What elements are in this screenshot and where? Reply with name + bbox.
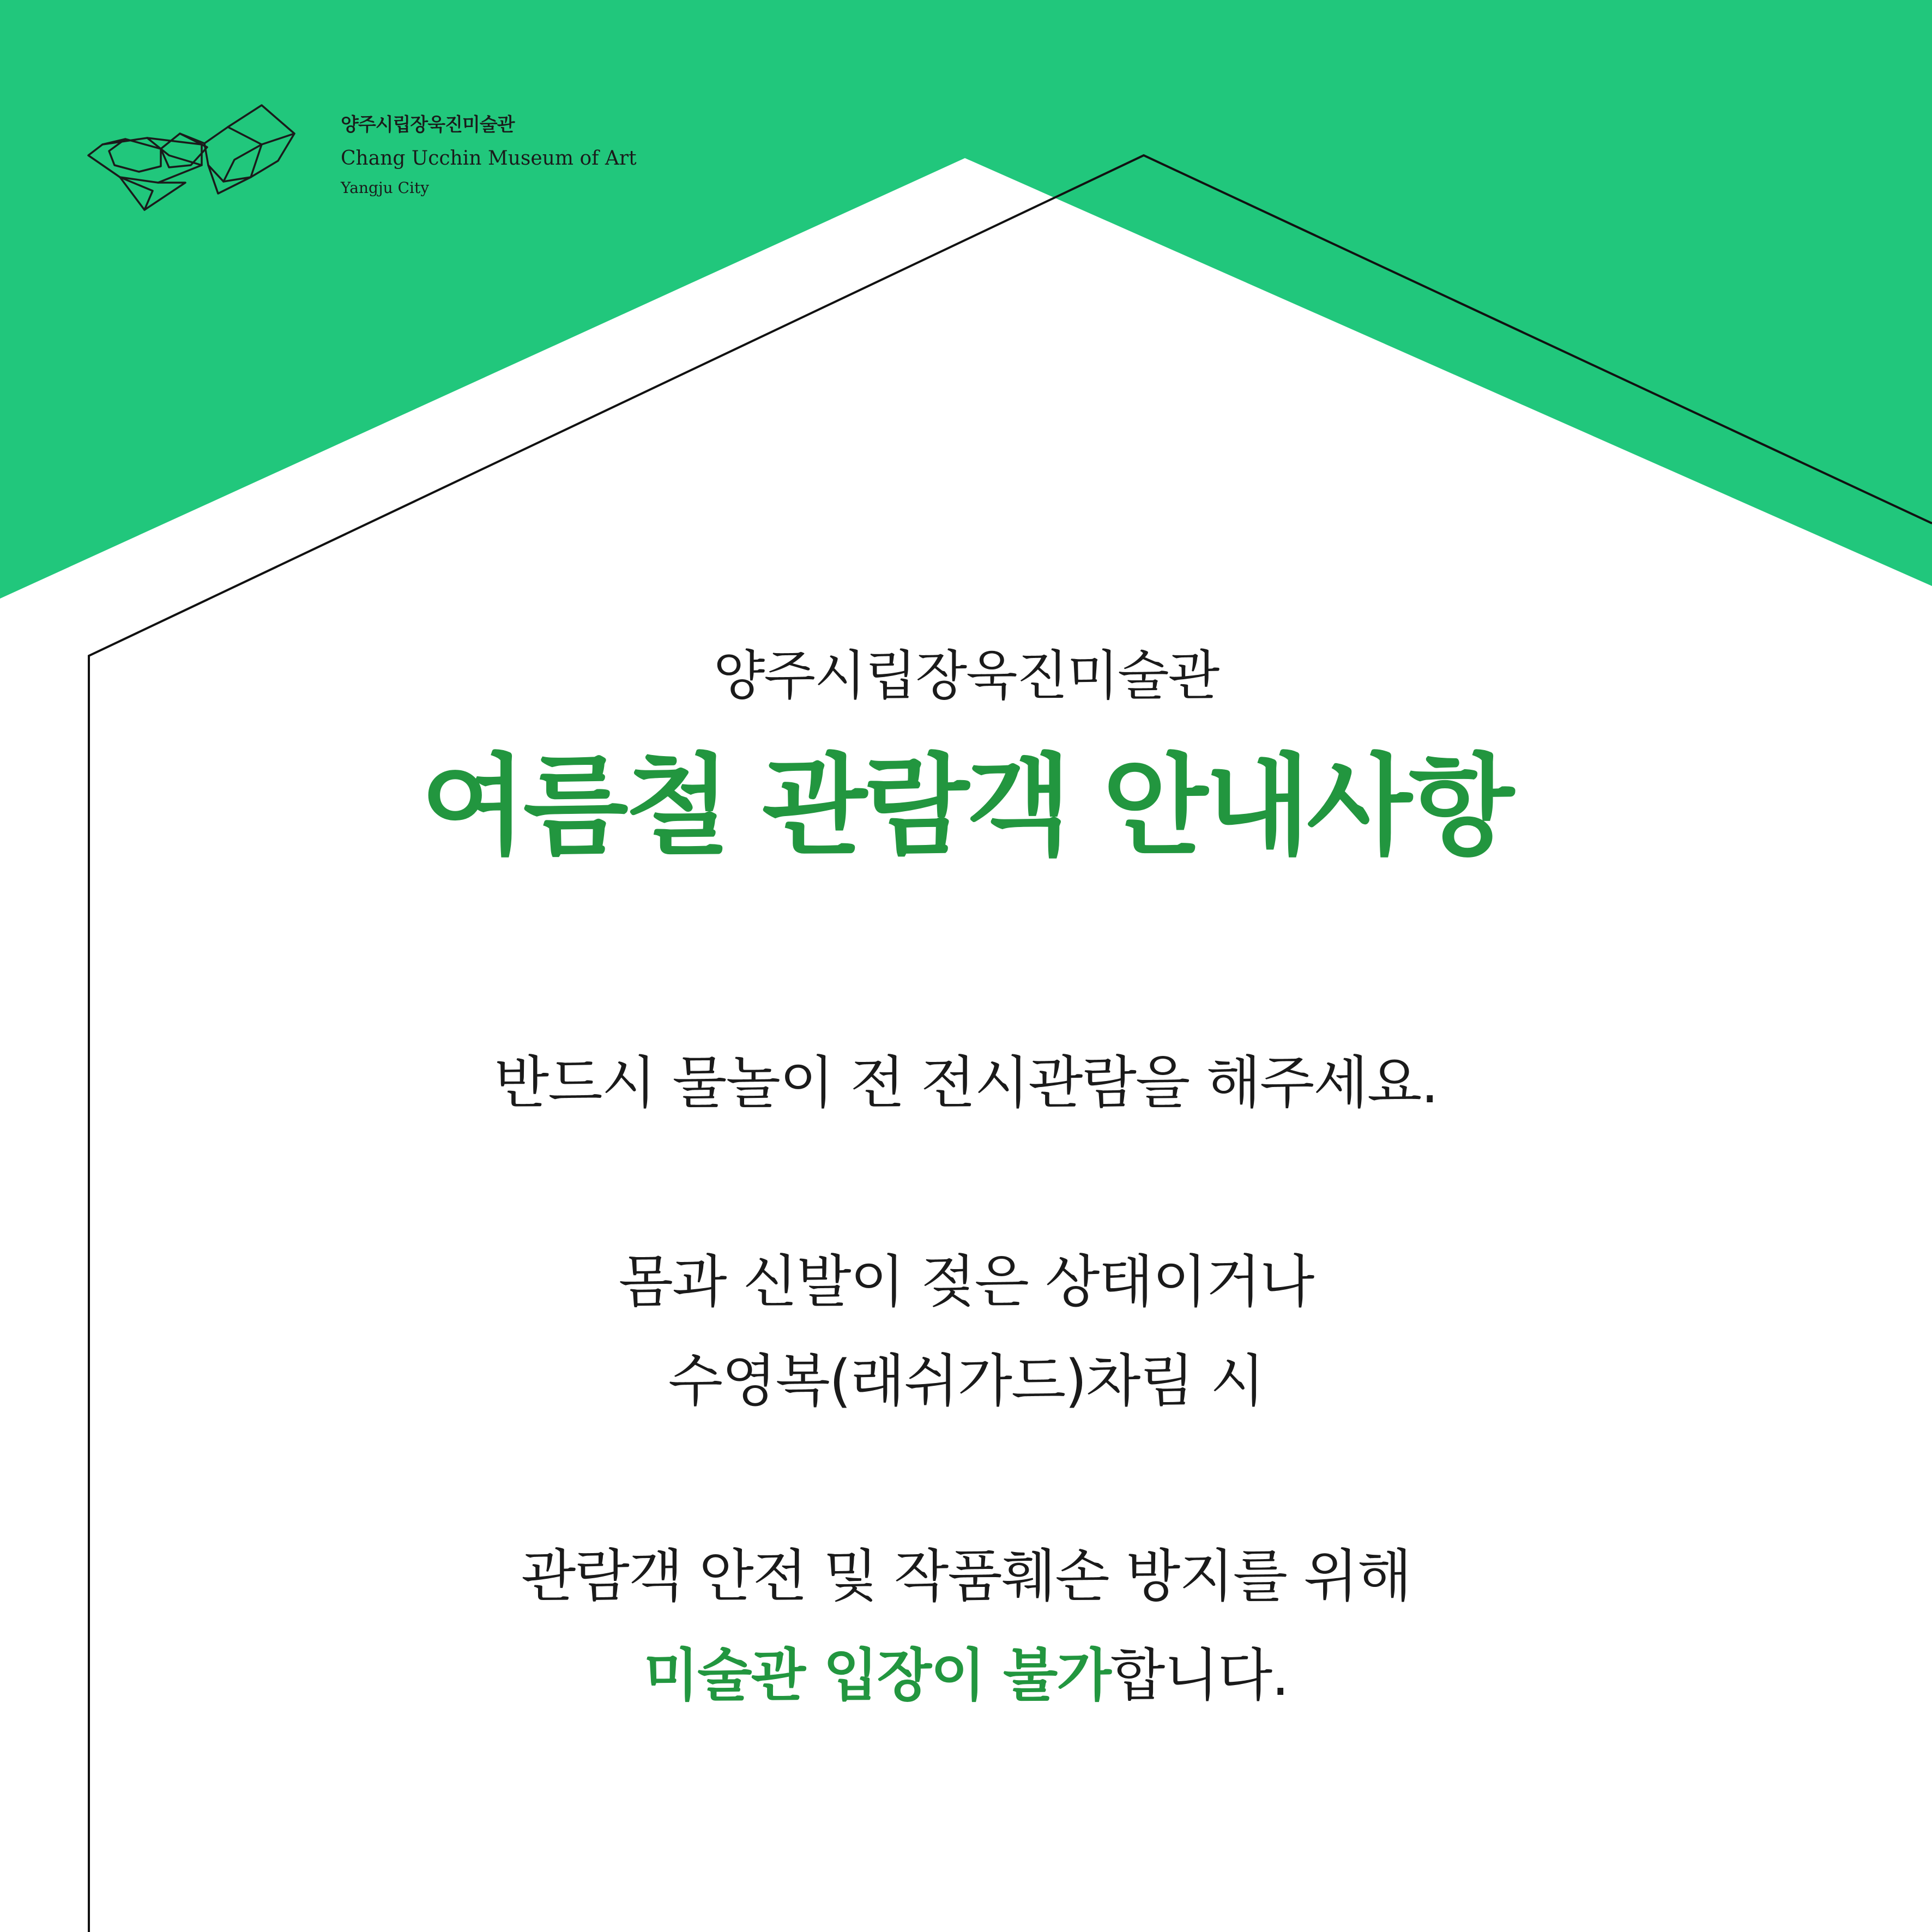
logo-city: Yangju City	[341, 179, 430, 197]
notice-line-2: 몸과 신발이 젖은 상태이거나	[618, 1248, 1314, 1315]
museum-logo-icon	[87, 101, 305, 221]
notice-text-1: 반드시 물놀이 전 전시관람을 해주세요.	[494, 1049, 1438, 1116]
notice-line-1	[87, 1033, 1845, 1132]
notice-line-4: 관람객 안전 및 작품훼손 방지를 위해	[521, 1543, 1411, 1609]
page-title: 여름철 관람객 안내사항	[421, 743, 1511, 870]
notice-line-5-suffix: 합니다.	[1110, 1642, 1289, 1708]
logo-name-en: Chang Ucchin Museum of Art	[341, 147, 637, 170]
notice-block-2	[87, 1232, 1845, 1430]
notice-line-5	[87, 1626, 1845, 1725]
logo-wordmark	[341, 112, 637, 199]
notice-block-3	[87, 1526, 1845, 1725]
logo-name-ko: 양주시립장욱진미술관	[341, 114, 515, 136]
museum-name-heading: 양주시립장욱진미술관	[713, 645, 1219, 707]
notice-line-3: 수영복(래쉬가드)차림 시	[668, 1348, 1264, 1414]
entry-denied-emphasis: 미술관 입장이 불가	[643, 1642, 1110, 1708]
green-roof-band	[0, 0, 1932, 599]
